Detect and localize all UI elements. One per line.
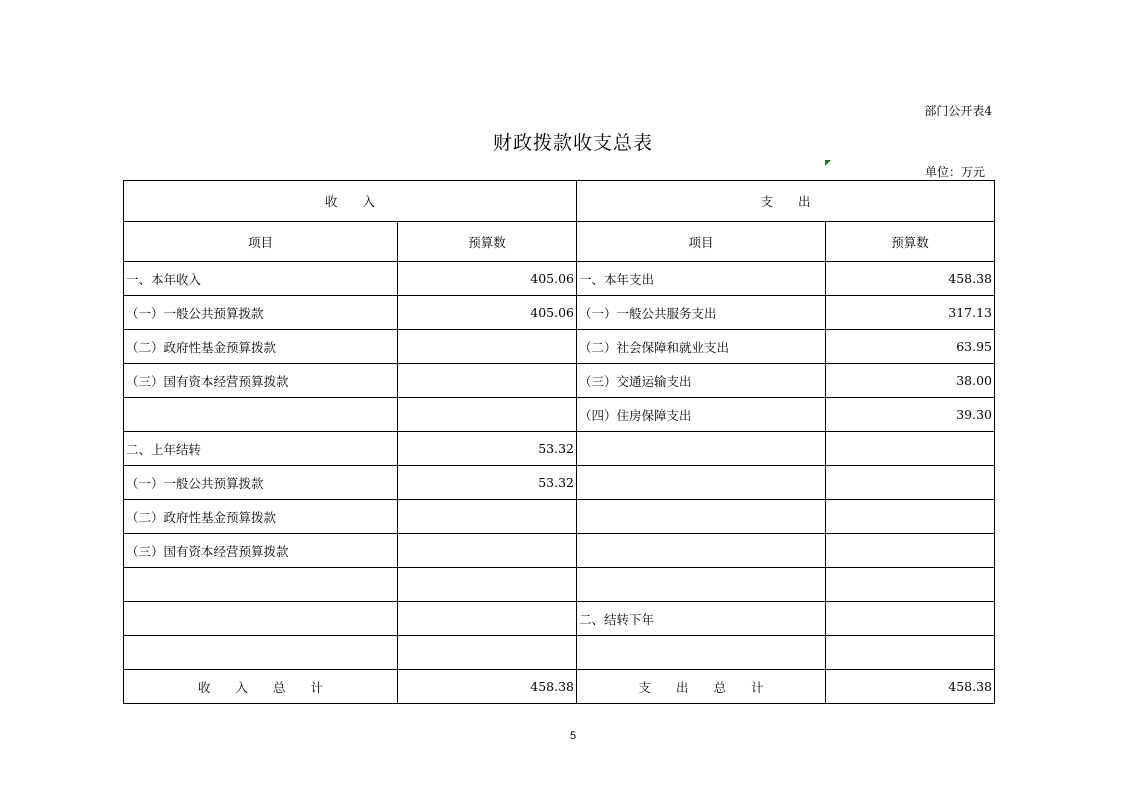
income-total-label: 收 入 总 计 <box>124 670 398 704</box>
expense-value-cell <box>826 636 995 670</box>
income-value-cell <box>398 602 577 636</box>
income-value-cell: 405.06 <box>398 262 577 296</box>
expense-item-cell: 二、结转下年 <box>577 602 826 636</box>
page-title: 财政拨款收支总表 <box>492 132 653 154</box>
table-row <box>124 330 995 364</box>
income-value-cell <box>398 364 577 398</box>
income-item-cell <box>124 568 398 602</box>
table-row <box>124 636 995 670</box>
expense-value-cell <box>826 432 995 466</box>
income-item-cell <box>124 602 398 636</box>
expense-item-cell: （三）交通运输支出 <box>577 364 826 398</box>
expense-item-cell <box>577 636 826 670</box>
expense-item-cell: （一）一般公共服务支出 <box>577 296 826 330</box>
income-value-cell <box>398 534 577 568</box>
income-item-cell <box>124 636 398 670</box>
income-item-cell: （三）国有资本经营预算拨款 <box>124 534 398 568</box>
table-row <box>124 568 995 602</box>
income-item-cell <box>124 398 398 432</box>
income-value-cell <box>398 568 577 602</box>
expense-section-header: 支 出 <box>577 181 995 222</box>
expense-value-cell: 63.95 <box>826 330 995 364</box>
income-value-cell: 405.06 <box>398 296 577 330</box>
column-header-row <box>124 222 995 262</box>
income-value-cell <box>398 398 577 432</box>
income-item-cell: （一）一般公共预算拨款 <box>124 466 398 500</box>
page-number: 5 <box>569 730 577 742</box>
section-header-row <box>124 181 995 222</box>
income-value-cell <box>398 500 577 534</box>
expense-item-cell: （二）社会保障和就业支出 <box>577 330 826 364</box>
expense-budget-column-header: 预算数 <box>826 222 995 262</box>
expense-value-cell: 38.00 <box>826 364 995 398</box>
income-item-cell: （二）政府性基金预算拨款 <box>124 500 398 534</box>
income-value-cell: 53.32 <box>398 466 577 500</box>
income-item-cell: （一）一般公共预算拨款 <box>124 296 398 330</box>
expense-value-cell: 458.38 <box>826 262 995 296</box>
unit-label: 单位：万元 <box>924 165 985 179</box>
form-tag: 部门公开表4 <box>924 104 992 118</box>
expense-item-cell <box>577 500 826 534</box>
table-row <box>124 466 995 500</box>
table-row <box>124 500 995 534</box>
table-row <box>124 262 995 296</box>
expense-total-value: 458.38 <box>826 670 995 704</box>
table-row <box>124 534 995 568</box>
table-row <box>124 602 995 636</box>
total-row <box>124 670 995 704</box>
income-item-column-header: 项目 <box>124 222 398 262</box>
expense-item-cell <box>577 568 826 602</box>
income-section-header: 收 入 <box>124 181 577 222</box>
income-item-cell: （二）政府性基金预算拨款 <box>124 330 398 364</box>
income-item-cell: 二、上年结转 <box>124 432 398 466</box>
income-item-cell: 一、本年收入 <box>124 262 398 296</box>
expense-value-cell <box>826 602 995 636</box>
table-row <box>124 296 995 330</box>
income-value-cell <box>398 636 577 670</box>
expense-item-cell <box>577 432 826 466</box>
expense-item-cell <box>577 534 826 568</box>
expense-value-cell <box>826 534 995 568</box>
cell-comment-marker-icon <box>825 160 831 166</box>
expense-value-cell <box>826 568 995 602</box>
budget-summary-table <box>123 180 995 704</box>
expense-value-cell <box>826 500 995 534</box>
expense-value-cell <box>826 466 995 500</box>
income-value-cell <box>398 330 577 364</box>
income-value-cell: 53.32 <box>398 432 577 466</box>
table-row <box>124 432 995 466</box>
expense-value-cell: 39.30 <box>826 398 995 432</box>
table-row <box>124 364 995 398</box>
table-row <box>124 398 995 432</box>
expense-value-cell: 317.13 <box>826 296 995 330</box>
expense-item-column-header: 项目 <box>577 222 826 262</box>
income-item-cell: （三）国有资本经营预算拨款 <box>124 364 398 398</box>
expense-total-label: 支 出 总 计 <box>577 670 826 704</box>
income-budget-column-header: 预算数 <box>398 222 577 262</box>
expense-item-cell: 一、本年支出 <box>577 262 826 296</box>
expense-item-cell: （四）住房保障支出 <box>577 398 826 432</box>
income-total-value: 458.38 <box>398 670 577 704</box>
expense-item-cell <box>577 466 826 500</box>
